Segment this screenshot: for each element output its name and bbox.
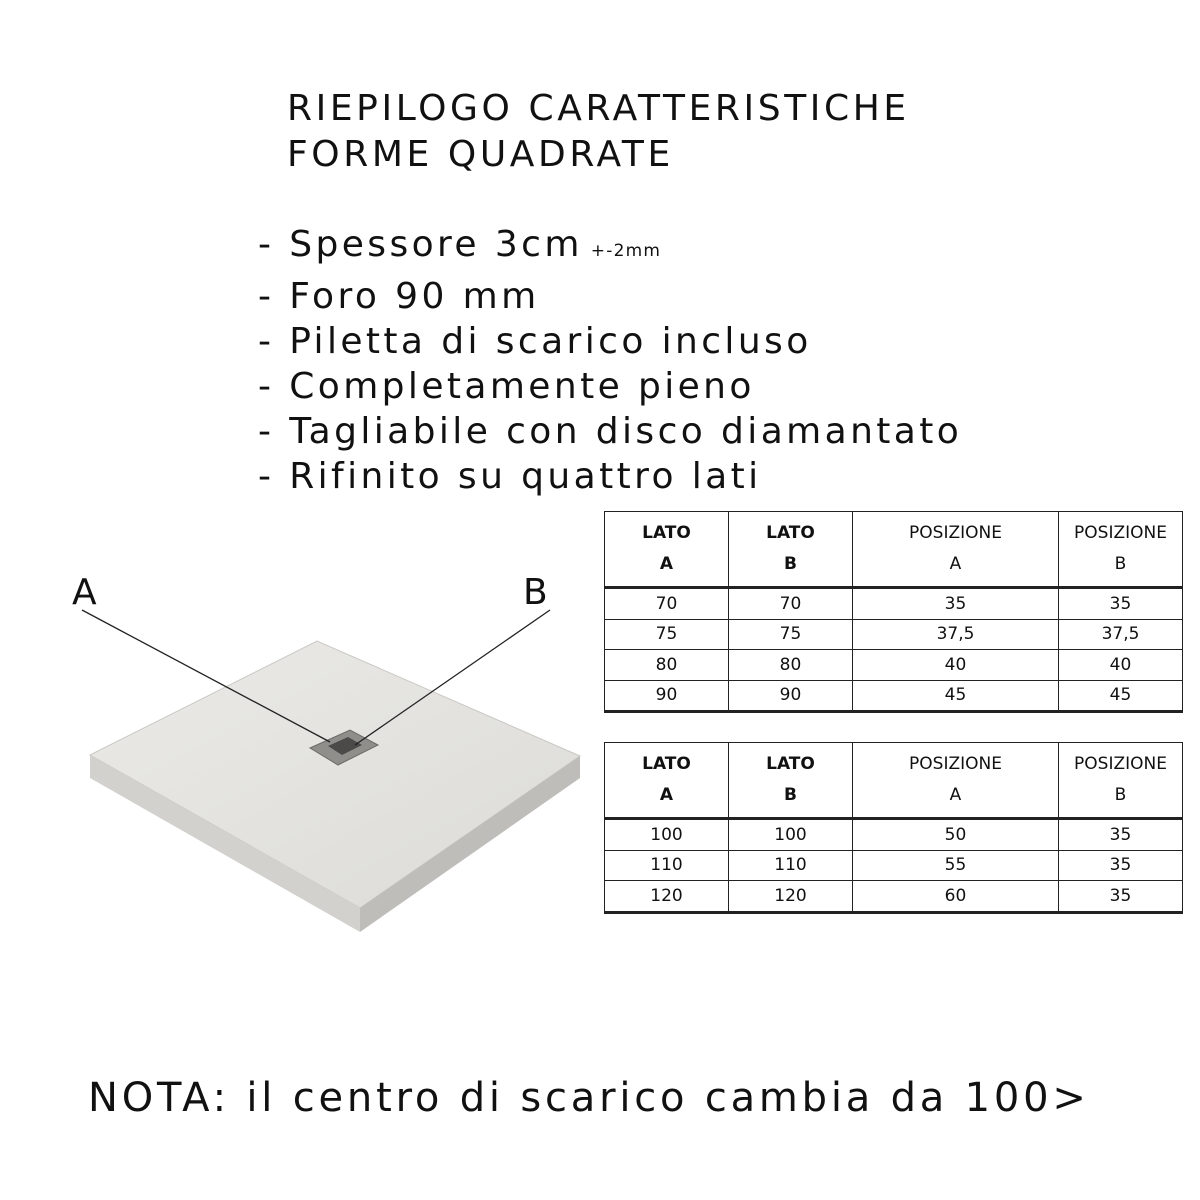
- feature-text: - Piletta di scarico incluso: [258, 321, 812, 362]
- table-cell: 55: [853, 850, 1059, 881]
- table-cell: 37,5: [853, 619, 1059, 650]
- feature-item: [258, 274, 962, 319]
- table-cell: 70: [605, 588, 729, 620]
- label-a: A: [72, 572, 97, 613]
- table-row: [605, 588, 1183, 620]
- title-line-2: FORME QUADRATE: [287, 134, 674, 175]
- table-row: [605, 680, 1183, 712]
- table-cell: 35: [1059, 850, 1183, 881]
- dimensions-table-2: [604, 742, 1183, 914]
- header-posizione-b: POSIZIONE B: [1059, 743, 1183, 819]
- table-cell: 100: [605, 819, 729, 851]
- table-cell: 35: [853, 588, 1059, 620]
- note-text: NOTA: il centro di scarico cambia da 100>: [88, 1075, 1090, 1121]
- table-cell: 35: [1059, 588, 1183, 620]
- feature-text: - Foro 90 mm: [258, 276, 540, 317]
- feature-text: - Completamente pieno: [258, 366, 755, 407]
- table-cell: 80: [605, 650, 729, 681]
- header-lato-b: LATO B: [729, 512, 853, 588]
- tray-top: [90, 641, 580, 908]
- table-cell: 100: [729, 819, 853, 851]
- table-cell: 80: [729, 650, 853, 681]
- table-cell: 37,5: [1059, 619, 1183, 650]
- table-cell: 35: [1059, 819, 1183, 851]
- dimensions-table-1: [604, 511, 1183, 713]
- table-row: [605, 850, 1183, 881]
- table-cell: 110: [605, 850, 729, 881]
- feature-item: [258, 222, 962, 274]
- table-row: [605, 819, 1183, 851]
- table-cell: 70: [729, 588, 853, 620]
- table-row: [605, 881, 1183, 913]
- feature-item: [258, 409, 962, 454]
- table-cell: 75: [729, 619, 853, 650]
- label-b: B: [523, 572, 548, 613]
- table-cell: 75: [605, 619, 729, 650]
- table-cell: 35: [1059, 881, 1183, 913]
- shower-tray-diagram: [60, 560, 620, 960]
- feature-item: [258, 319, 962, 364]
- feature-text: - Spessore 3cm: [258, 224, 583, 265]
- header-posizione-a: POSIZIONE A: [853, 512, 1059, 588]
- feature-item: [258, 364, 962, 409]
- feature-text: - Tagliabile con disco diamantato: [258, 411, 963, 452]
- table-cell: 90: [605, 680, 729, 712]
- table-cell: 110: [729, 850, 853, 881]
- table-header-row: [605, 512, 1183, 588]
- table-cell: 60: [853, 881, 1059, 913]
- header-lato-a: LATO A: [605, 512, 729, 588]
- table-row: [605, 650, 1183, 681]
- header-lato-b: LATO B: [729, 743, 853, 819]
- feature-tolerance: +-2mm: [590, 241, 662, 261]
- table-cell: 45: [853, 680, 1059, 712]
- table-cell: 40: [853, 650, 1059, 681]
- feature-text: - Rifinito su quattro lati: [258, 456, 762, 497]
- feature-item: [258, 454, 962, 499]
- table-cell: 120: [605, 881, 729, 913]
- header-posizione-a: POSIZIONE A: [853, 743, 1059, 819]
- table-cell: 90: [729, 680, 853, 712]
- page-title: [287, 86, 910, 178]
- table-cell: 45: [1059, 680, 1183, 712]
- table-cell: 50: [853, 819, 1059, 851]
- table-cell: 120: [729, 881, 853, 913]
- header-lato-a: LATO A: [605, 743, 729, 819]
- title-line-1: RIEPILOGO CARATTERISTICHE: [287, 88, 910, 129]
- table-cell: 40: [1059, 650, 1183, 681]
- header-posizione-b: POSIZIONE B: [1059, 512, 1183, 588]
- table-header-row: [605, 743, 1183, 819]
- feature-list: [258, 222, 962, 499]
- table-row: [605, 619, 1183, 650]
